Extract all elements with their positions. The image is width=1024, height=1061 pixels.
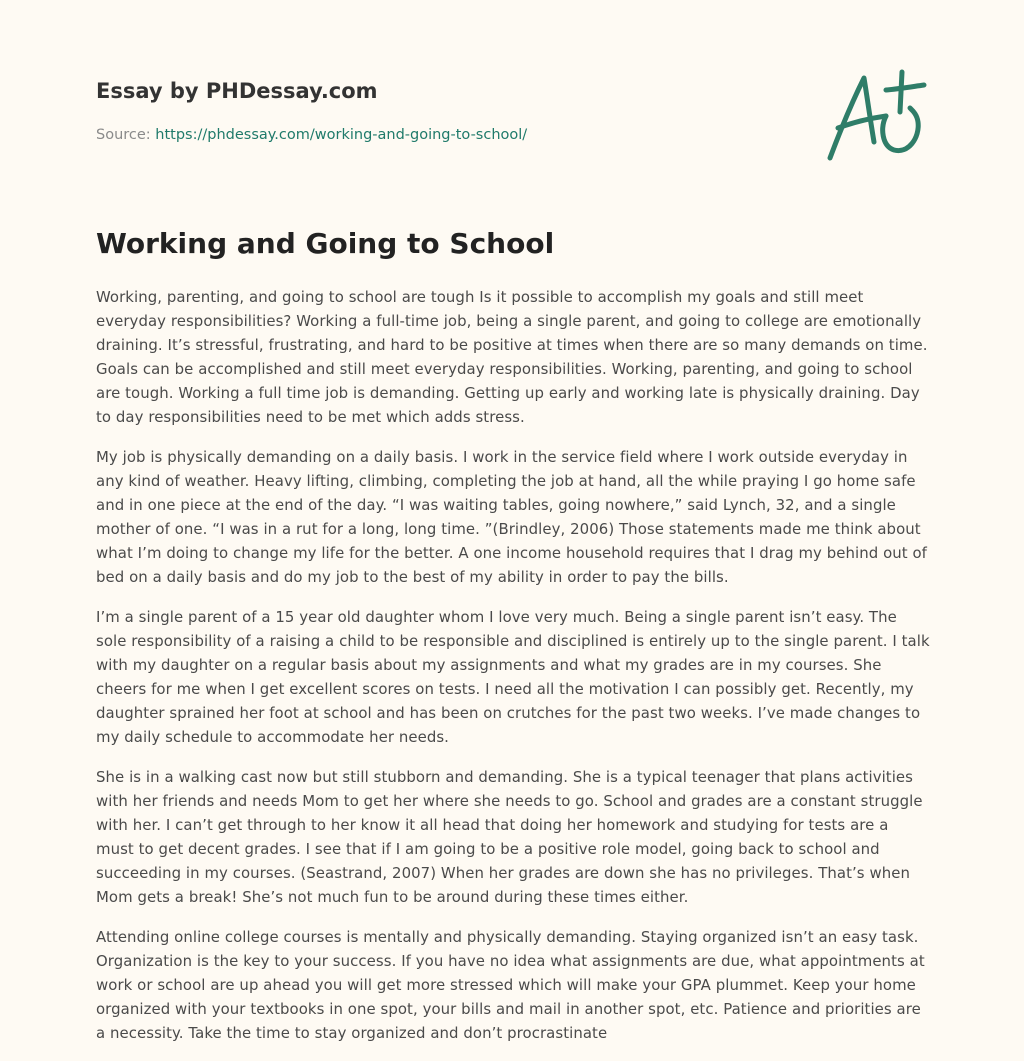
essay-paragraph: My job is physically demanding on a daily basis. I work in the service field where I work outside everyday in any kind of weather. Heavy lifting, climbing, completing the job at hand, all the while praying I go home safe and in one piece at the end of the day. “I was waiting tables, going nowhere,” said Lynch, 32, and a single mother of one. “I was in a rut for a long, long time. ”(Brindley, 2006) Those statements made me think about what I’m doing to change my life for the better. A one income household requires that I drag my behind out of bed on a daily basis and do my job to the best of my ability in order to pay the bills. — [96, 448, 928, 586]
essay-paragraph: Working, parenting, and going to school are tough Is it possible to accomplish my goals and still meet everyday responsibilities? Working a full-time job, being a single parent, and going to college are emotionally draining. It’s stressful, frustrating, and hard to be positive at times when there are so many demands on time. Goals can be accomplished and still meet everyday responsibilities. Working, parenting, and going to school are tough. Working a full time job is demanding. Getting up early and working late is physically draining. Day to day responsibilities need to be met which adds stress. — [96, 288, 928, 426]
essay-paragraph: Attending online college courses is mentally and physically demanding. Staying organized isn’t an easy task. Organization is the key to your success. If you have no idea what assignments are due, what appointments at work or school are up ahead you will get more stressed which will make your GPA plummet. Keep your home organized with your textbooks in one spot, your bills and mail in another spot, etc. Patience and priorities are a necessity. Take the time to stay organized and don’t procrastinate — [96, 928, 925, 1042]
source-line — [96, 126, 796, 144]
source-label: Source: — [96, 127, 151, 143]
page-header — [96, 78, 796, 144]
essay-body — [96, 285, 930, 1061]
essay-paragraph: I’m a single parent of a 15 year old daughter whom I love very much. Being a single parent isn’t easy. The sole responsibility of a raising a child to be responsible and disciplined is entirely up to the single parent. I talk with my daughter on a regular basis about my assignments and what my grades are in my courses. She cheers for me when I get excellent scores on tests. I need all the motivation I can possibly get. Recently, my daughter sprained her foot at school and has been on crutches for the past two weeks. I’ve made changes to my daily schedule to accommodate her needs. — [96, 608, 930, 746]
source-link[interactable]: https://phdessay.com/working-and-going-to-school/ — [155, 127, 528, 143]
a-plus-grade-icon — [820, 66, 930, 166]
a-plus-logo-svg — [820, 66, 930, 166]
essay-paragraph: She is in a walking cast now but still stubborn and demanding. She is a typical teenager that plans activities with her friends and needs Mom to get her where she needs to go. School and grades are a constant struggle with her. I can’t get through to her know it all head that doing her homework and studying for tests are a must to get decent grades. I see that if I am going to be a positive role model, going back to school and succeeding in my courses. (Seastrand, 2007) When her grades are down she has no privileges. That’s when Mom gets a break! She’s not much fun to be around during these times either. — [96, 768, 923, 906]
site-brand-title: Essay by PHDessay.com — [96, 79, 378, 103]
essay-title: Working and Going to School — [96, 227, 555, 260]
